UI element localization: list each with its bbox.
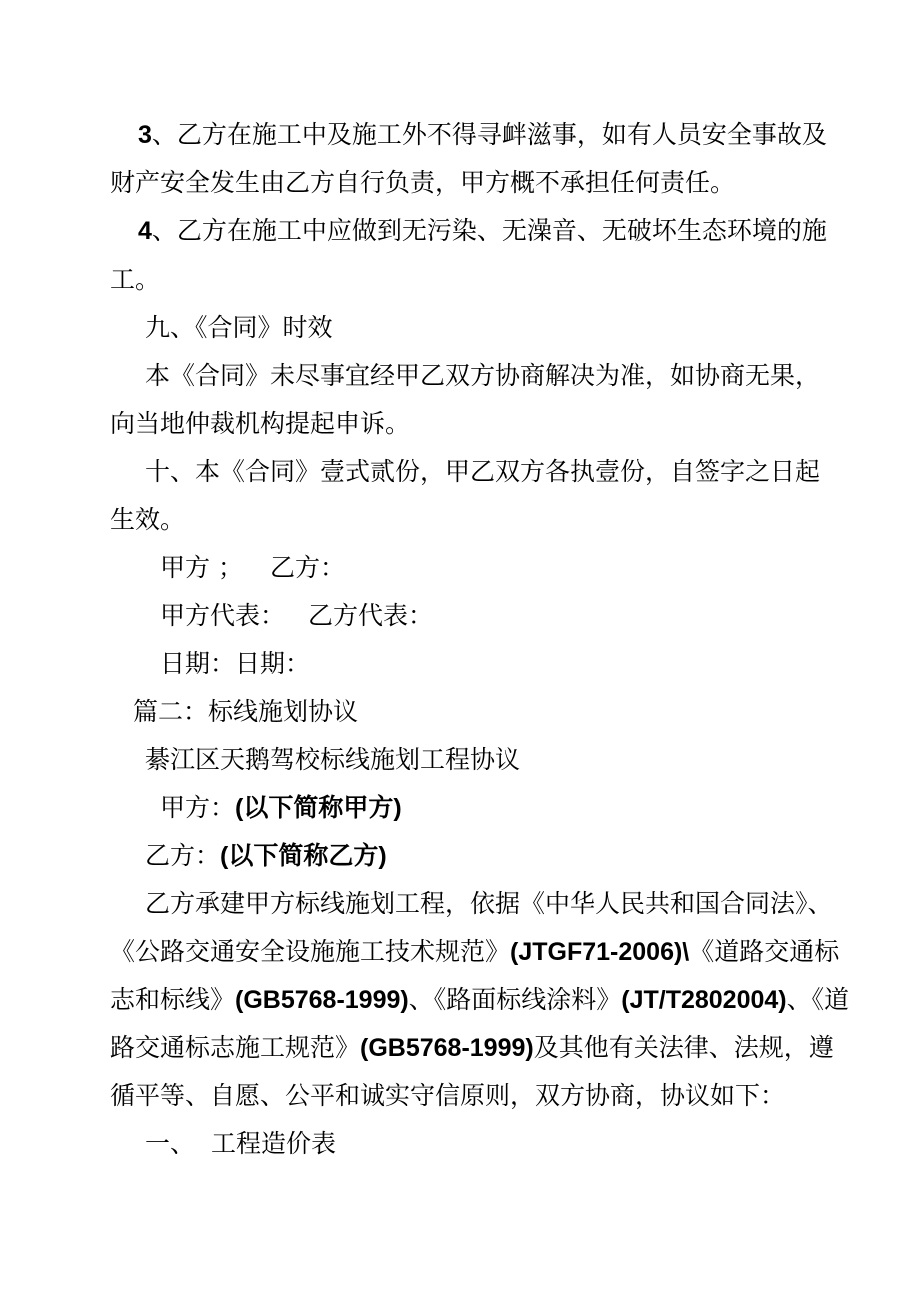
clause-4-line-2: 工。: [110, 265, 161, 294]
intro-line-3: [110, 985, 849, 1015]
intro-line-4: [110, 1033, 834, 1063]
intro-line-4-text-a: 路交通标志施工规范》: [110, 1033, 361, 1062]
intro-line-4-code: (GB5768-1999): [360, 1034, 534, 1062]
clause-3-text: 、乙方在施工中及施工外不得寻衅滋事，如有人员安全事故及: [151, 120, 827, 149]
section-9-body-line-2: 向当地仲裁机构提起申诉。: [110, 409, 411, 438]
section-9-body-line-1: 本《合同》未尽事宜经甲乙双方协商解决为准，如协商无果，: [145, 361, 821, 390]
party-a-line: [160, 793, 402, 823]
intro-line-3-text-a: 志和标线》: [110, 985, 236, 1014]
clause-4-text: 、乙方在施工中应做到无污染、无澡音、无破坏生态环境的施: [151, 216, 827, 245]
party-b-note: (以下简称乙方): [220, 842, 387, 870]
intro-line-3-text-c: 、《道: [786, 985, 850, 1014]
section-1-number: 一、: [145, 1129, 196, 1158]
signature-date-b: 日期：: [235, 649, 311, 678]
signature-party-a: 甲方 ；: [160, 553, 243, 582]
intro-line-5: 循平等、自愿、公平和诚实守信原则，双方协商，协议如下：: [110, 1081, 786, 1110]
signature-rep-a: 甲方代表：: [160, 601, 286, 630]
intro-line-3-text-b: 、《路面标线涂料》: [408, 985, 622, 1014]
section-1-title: 工程造价表: [211, 1129, 337, 1158]
clause-3-line-1: [138, 120, 827, 150]
section-1-heading: [145, 1129, 336, 1159]
signature-rep-b: 乙方代表：: [308, 601, 434, 630]
intro-line-3-code-a: (GB5768-1999): [235, 986, 409, 1014]
part-2-heading: 篇二：标线施划协议: [133, 697, 359, 726]
intro-line-1: 乙方承建甲方标线施划工程，依据《中华人民共和国合同法》、: [145, 889, 833, 918]
signature-party-b: 乙方：: [270, 553, 346, 582]
clause-3-line-2: 财产安全发生由乙方自行负责，甲方概不承担任何责任。: [110, 168, 736, 197]
intro-line-2-code: (JTGF71-2006)\: [510, 938, 690, 966]
clause-4-number: 4: [138, 217, 152, 245]
section-10-line-1: 十、本《合同》壹式贰份，甲乙双方各执壹份，自签字之日起: [145, 457, 821, 486]
clause-4-line-1: [138, 216, 827, 246]
section-9-heading: 九、《合同》时效: [145, 313, 333, 342]
party-b-label: 乙方：: [145, 841, 221, 870]
intro-line-2-text-a: 《公路交通安全设施施工技术规范》: [110, 937, 511, 966]
intro-line-2-text-b: 《道路交通标: [689, 937, 840, 966]
party-a-note: (以下简称甲方): [235, 794, 402, 822]
signature-date-a: 日期：: [160, 649, 236, 678]
intro-line-3-code-b: (JT/T2802004): [621, 986, 787, 1014]
intro-line-4-text-b: 及其他有关法律、法规，遵: [533, 1033, 834, 1062]
party-b-line: [145, 841, 387, 871]
section-10-line-2: 生效。: [110, 505, 186, 534]
intro-line-2: [110, 937, 839, 967]
clause-3-number: 3: [138, 121, 152, 149]
part-2-title: 綦江区天鹅驾校标线施划工程协议: [145, 745, 521, 774]
party-a-label: 甲方：: [160, 793, 236, 822]
